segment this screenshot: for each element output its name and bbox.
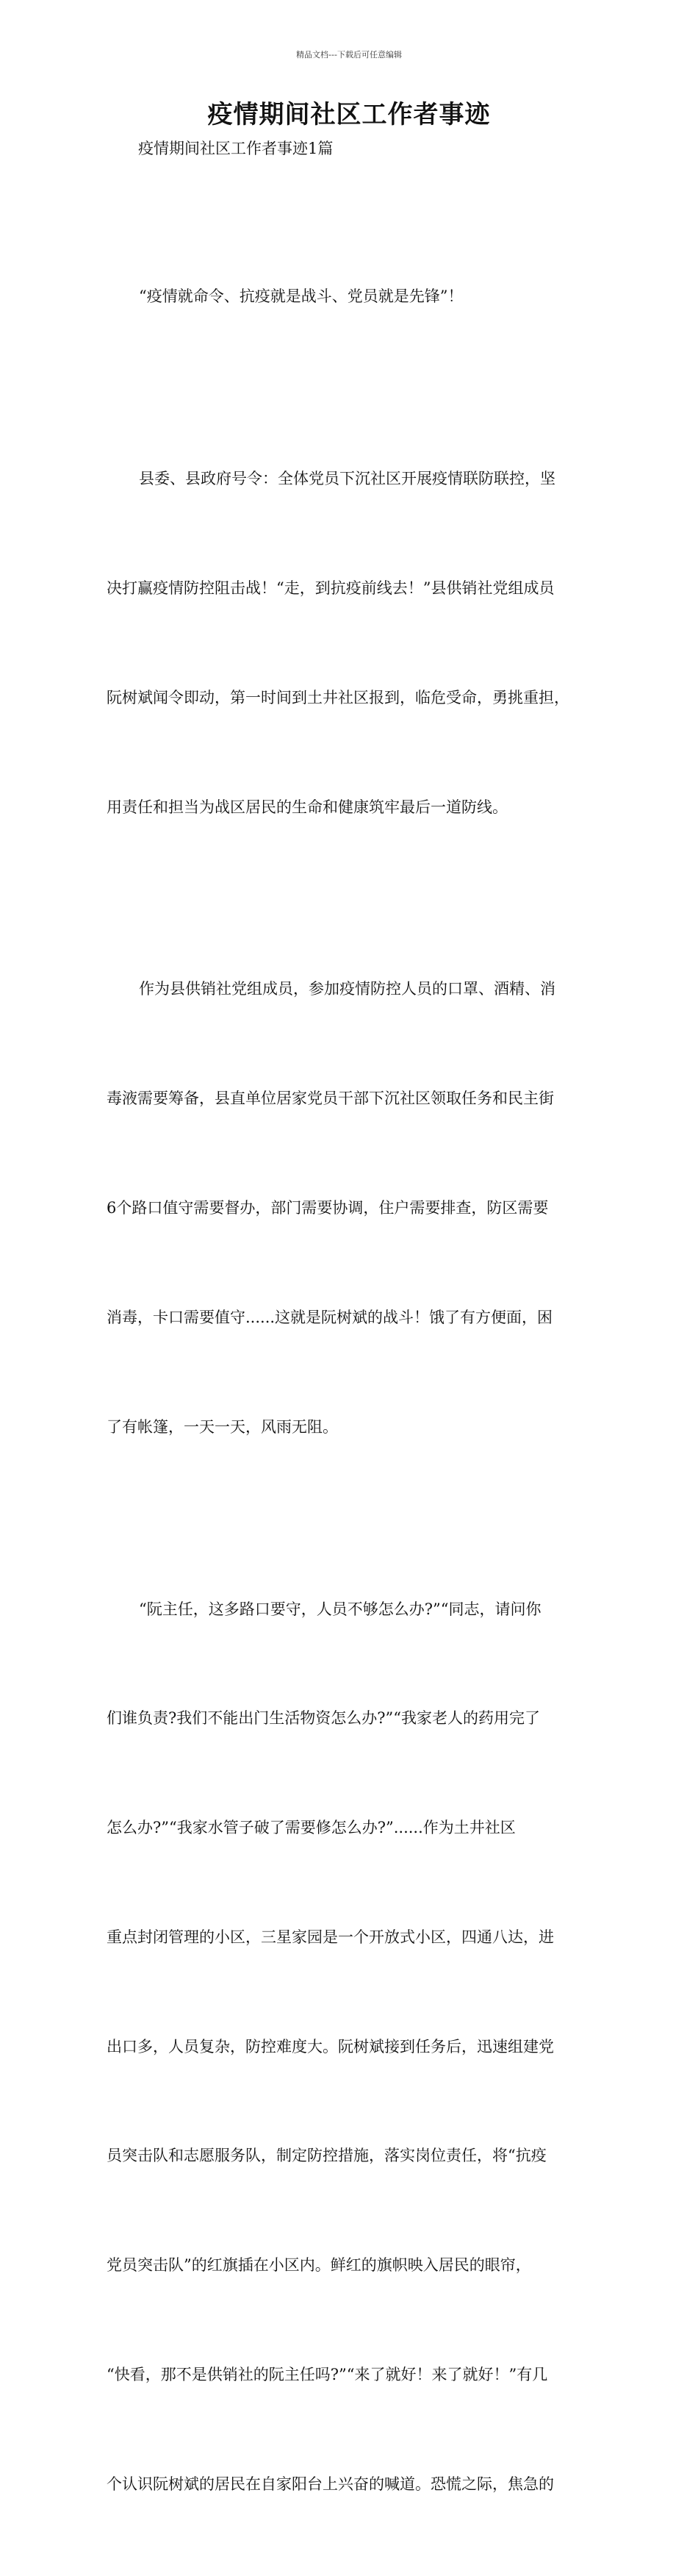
- paragraph-3: [107, 898, 599, 1518]
- text-line: 党员突击队”的红旗插在小区内。鲜红的旗帜映入居民的眼帘，: [107, 2256, 531, 2275]
- text-line: 用责任和担当为战区居民的生命和健康筑牢最后一道防线。: [107, 798, 508, 816]
- document-title: 疫情期间社区工作者事迹: [207, 100, 491, 129]
- text-line: “疫情就命令、抗疫就是战斗、党员就是先锋”！: [139, 287, 464, 306]
- text-line: 作为县供销社党组成员，参加疫情防控人员的口罩、酒精、消: [139, 980, 555, 998]
- text-line: “快看，那不是供销社的阮主任吗?”“来了就好！来了就好！”有几: [107, 2366, 548, 2384]
- text-line: 重点封闭管理的小区，三星家园是一个开放式小区，四通八达，进: [107, 1928, 554, 1946]
- text-line: 个认识阮树斌的居民在自家阳台上兴奋的喊道。恐慌之际，焦急的: [107, 2475, 554, 2493]
- paragraph-4: [107, 1518, 599, 2575]
- text-line: “阮主任，这多路口要守，人员不够怎么办?”“同志，请问你: [139, 1600, 542, 1618]
- text-line: 县委、县政府号令：全体党员下沉社区开展疫情联防联控，坚: [139, 470, 555, 488]
- text-line: 6个路口值守需要督办，部门需要协调，住户需要排查，防区需要: [107, 1199, 549, 1217]
- text-line: 出口多，人员复杂，防控难度大。阮树斌接到任务后，迅速组建党: [107, 2037, 554, 2056]
- document-subtitle: 疫情期间社区工作者事迹1篇: [138, 140, 334, 157]
- text-line: 怎么办?”“我家水管子破了需要修怎么办?”......作为土井社区: [107, 1819, 516, 1837]
- header-note: 精品文档---下载后可任意编辑: [296, 50, 402, 60]
- paragraph-1: [107, 206, 599, 388]
- text-line: 们谁负责?我们不能出门生活物资怎么办?”“我家老人的药用完了: [107, 1709, 540, 1728]
- document-body: [107, 206, 599, 2576]
- text-line: 决打赢疫情防控阻击战！“走，到抗疫前线去！”县供销社党组成员: [107, 579, 555, 597]
- paragraph-2: [107, 388, 599, 898]
- text-line: 毒液需要筹备，县直单位居家党员干部下沉社区领取任务和民主街: [107, 1090, 554, 1108]
- text-line: 了有帐篷，一天一天，风雨无阻。: [107, 1417, 338, 1436]
- text-line: 员突击队和志愿服务队，制定防控措施，落实岗位责任，将“抗疫: [107, 2147, 547, 2165]
- text-line: 消毒，卡口需要值守......这就是阮树斌的战斗！饿了有方便面，困: [107, 1308, 553, 1326]
- text-line: 阮树斌闻令即动，第一时间到土井社区报到，临危受命，勇挑重担，: [107, 688, 569, 706]
